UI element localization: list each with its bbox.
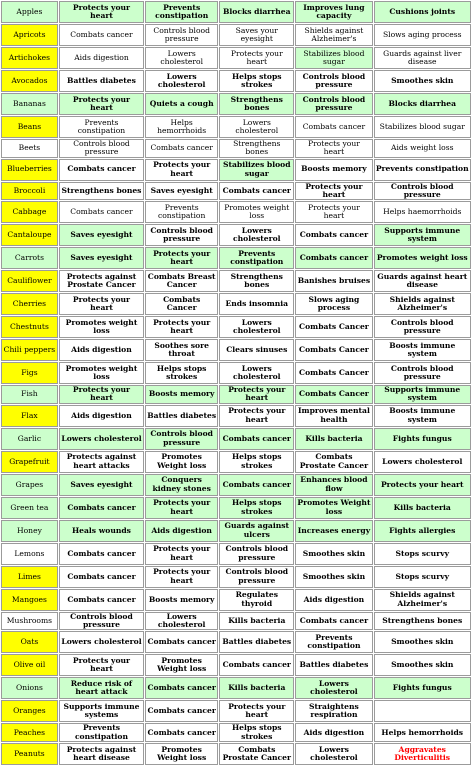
food-name-cell: Grapefruit — [1, 451, 58, 473]
benefit-3-cell: Kills bacteria — [219, 612, 294, 631]
benefit-2-cell: Promotes Weight loss — [145, 743, 218, 765]
table-row — [1, 589, 471, 611]
benefit-4-cell: Controls blood pressure — [295, 93, 372, 115]
table-row — [1, 497, 471, 519]
benefit-3-cell: Protects your heart — [219, 385, 294, 404]
table-row — [1, 339, 471, 361]
table-row — [1, 654, 471, 676]
food-name-cell: Mushrooms — [1, 612, 58, 631]
benefit-3-cell: Controls blood pressure — [219, 543, 294, 565]
table-row — [1, 139, 471, 158]
benefit-2-cell: Combats cancer — [145, 700, 218, 722]
table-row — [1, 1, 471, 23]
benefit-1-cell: Heals wounds — [59, 520, 144, 542]
benefit-5-cell: Helps haemorrhoids — [374, 201, 472, 223]
benefit-5-cell: Boosts immune system — [374, 339, 472, 361]
table-row — [1, 700, 471, 722]
benefit-1-cell: Aids digestion — [59, 405, 144, 427]
benefit-3-cell: Lowers cholesterol — [219, 116, 294, 138]
food-name-cell: Lemons — [1, 543, 58, 565]
benefit-2-cell: Conquers kidney stones — [145, 474, 218, 496]
benefit-1-cell: Protects your heart — [59, 1, 144, 23]
benefit-5-cell: Guards against heart disease — [374, 270, 472, 292]
food-name-cell: Chili peppers — [1, 339, 58, 361]
benefit-4-cell: Protects your heart — [295, 201, 372, 223]
benefit-2-cell: Protects your heart — [145, 566, 218, 588]
table-row — [1, 201, 471, 223]
benefit-2-cell: Promotes Weight loss — [145, 451, 218, 473]
benefit-4-cell: Combats Cancer — [295, 385, 372, 404]
benefit-1-cell: Combats cancer — [59, 566, 144, 588]
benefit-4-cell: Shields against Alzheimer's — [295, 24, 372, 46]
benefit-1-cell: Combats cancer — [59, 24, 144, 46]
benefit-3-cell: Combats cancer — [219, 654, 294, 676]
table-row — [1, 159, 471, 181]
benefit-5-cell: Stops scurvy — [374, 566, 472, 588]
benefit-5-cell: Boosts immune system — [374, 405, 472, 427]
table-row — [1, 451, 471, 473]
benefit-5-cell: Blocks diarrhea — [374, 93, 472, 115]
benefit-2-cell: Controls blood pressure — [145, 428, 218, 450]
benefit-5-cell: Aids weight loss — [374, 139, 472, 158]
table-row — [1, 362, 471, 384]
table-row — [1, 543, 471, 565]
benefit-1-cell: Combats cancer — [59, 497, 144, 519]
table-row — [1, 677, 471, 699]
table-row — [1, 182, 471, 201]
benefit-3-cell: Guards against ulcers — [219, 520, 294, 542]
benefit-5-cell: Fights fungus — [374, 677, 472, 699]
benefit-4-cell: Lowers cholesterol — [295, 743, 372, 765]
benefit-3-cell: Lowers cholesterol — [219, 224, 294, 246]
benefit-2-cell: Aids digestion — [145, 520, 218, 542]
benefit-3-cell: Helps stops strokes — [219, 451, 294, 473]
table-row — [1, 474, 471, 496]
benefit-4-cell: Banishes bruises — [295, 270, 372, 292]
benefit-4-cell: Smoothes skin — [295, 566, 372, 588]
benefit-3-cell: Kills bacteria — [219, 677, 294, 699]
table-row — [1, 270, 471, 292]
benefit-4-cell: Combats cancer — [295, 612, 372, 631]
benefit-2-cell: Lowers cholesterol — [145, 612, 218, 631]
benefit-4-cell: Prevents constipation — [295, 631, 372, 653]
table-row — [1, 743, 471, 765]
benefit-4-cell: Combats cancer — [295, 247, 372, 269]
benefit-2-cell: Promotes Weight loss — [145, 654, 218, 676]
table-row — [1, 316, 471, 338]
benefit-2-cell: Protects your heart — [145, 247, 218, 269]
benefit-4-cell: Protects your heart — [295, 139, 372, 158]
food-name-cell: Chestnuts — [1, 316, 58, 338]
table-row — [1, 70, 471, 92]
benefit-3-cell: Combats cancer — [219, 474, 294, 496]
table-row — [1, 612, 471, 631]
benefit-1-cell: Controls blood pressure — [59, 139, 144, 158]
table-row — [1, 385, 471, 404]
benefit-1-cell: Saves eyesight — [59, 247, 144, 269]
benefit-2-cell: Helps hemorrhoids — [145, 116, 218, 138]
table-row — [1, 293, 471, 315]
benefit-5-cell: Stabilizes blood sugar — [374, 116, 472, 138]
benefit-3-cell: Protects your heart — [219, 405, 294, 427]
benefit-2-cell: Protects your heart — [145, 316, 218, 338]
table-row — [1, 566, 471, 588]
benefit-1-cell: Promotes weight loss — [59, 316, 144, 338]
food-name-cell: Fish — [1, 385, 58, 404]
food-name-cell: Mangoes — [1, 589, 58, 611]
benefit-2-cell: Prevents constipation — [145, 1, 218, 23]
benefit-1-cell: Aids digestion — [59, 47, 144, 69]
food-name-cell: Avocados — [1, 70, 58, 92]
benefit-1-cell: Protects against heart attacks — [59, 451, 144, 473]
food-name-cell: Peanuts — [1, 743, 58, 765]
benefit-1-cell: Combats cancer — [59, 589, 144, 611]
benefit-3-cell: Protects your heart — [219, 700, 294, 722]
benefit-5-cell: Smoothes skin — [374, 70, 472, 92]
benefit-1-cell: Battles diabetes — [59, 70, 144, 92]
benefit-4-cell: Combats Prostate Cancer — [295, 451, 372, 473]
benefit-2-cell: Quiets a cough — [145, 93, 218, 115]
benefit-1-cell: Protects your heart — [59, 93, 144, 115]
benefit-5-cell: Supports immune system — [374, 385, 472, 404]
food-name-cell: Apples — [1, 1, 58, 23]
benefit-3-cell: Helps stops strokes — [219, 723, 294, 742]
benefit-3-cell: Combats cancer — [219, 182, 294, 201]
benefit-1-cell: Prevents constipation — [59, 723, 144, 742]
benefit-4-cell: Protects your heart — [295, 182, 372, 201]
table-row — [1, 405, 471, 427]
food-name-cell: Cantaloupe — [1, 224, 58, 246]
benefit-3-cell: Lowers cholesterol — [219, 316, 294, 338]
food-name-cell: Limes — [1, 566, 58, 588]
benefit-5-cell: Fights fungus — [374, 428, 472, 450]
benefit-5-cell: Smoothes skin — [374, 654, 472, 676]
benefit-5-cell: Promotes weight loss — [374, 247, 472, 269]
benefit-5-cell: Kills bacteria — [374, 497, 472, 519]
benefit-2-cell: Helps stops strokes — [145, 362, 218, 384]
benefit-5-cell: Shields against Alzheimer's — [374, 293, 472, 315]
table-row — [1, 247, 471, 269]
benefit-2-cell: Boosts memory — [145, 589, 218, 611]
benefit-4-cell: Controls blood pressure — [295, 70, 372, 92]
benefit-5-cell: Controls blood pressure — [374, 182, 472, 201]
benefit-1-cell: Protects your heart — [59, 385, 144, 404]
benefit-5-cell: Aggravates Diverticulitis — [374, 743, 472, 765]
benefit-2-cell: Saves eyesight — [145, 182, 218, 201]
benefit-2-cell: Controls blood pressure — [145, 24, 218, 46]
food-name-cell: Onions — [1, 677, 58, 699]
benefit-4-cell: Slows aging process — [295, 293, 372, 315]
benefit-2-cell: Protects your heart — [145, 497, 218, 519]
benefit-4-cell: Stabilizes blood sugar — [295, 47, 372, 69]
benefit-1-cell: Lowers cholesterol — [59, 631, 144, 653]
benefit-3-cell: Combats Prostate Cancer — [219, 743, 294, 765]
benefit-3-cell: Ends insomnia — [219, 293, 294, 315]
food-name-cell: Grapes — [1, 474, 58, 496]
benefit-2-cell: Lowers cholesterol — [145, 47, 218, 69]
food-name-cell: Bananas — [1, 93, 58, 115]
benefit-1-cell: Protects against heart disease — [59, 743, 144, 765]
benefit-5-cell: Supports immune system — [374, 224, 472, 246]
food-name-cell: Green tea — [1, 497, 58, 519]
benefit-1-cell: Promotes weight loss — [59, 362, 144, 384]
benefit-4-cell: Combats Cancer — [295, 316, 372, 338]
benefit-2-cell: Combats cancer — [145, 723, 218, 742]
benefit-3-cell: Stabilizes blood sugar — [219, 159, 294, 181]
benefit-1-cell: Prevents constipation — [59, 116, 144, 138]
benefit-5-cell: Smoothes skin — [374, 631, 472, 653]
benefit-4-cell: Straightens respiration — [295, 700, 372, 722]
benefit-5-cell: Controls blood pressure — [374, 316, 472, 338]
food-name-cell: Cauliflower — [1, 270, 58, 292]
benefit-5-cell: Prevents constipation — [374, 159, 472, 181]
benefit-1-cell: Strengthens bones — [59, 182, 144, 201]
benefit-3-cell: Battles diabetes — [219, 631, 294, 653]
benefit-2-cell: Combats Cancer — [145, 293, 218, 315]
benefit-3-cell: Helps stops strokes — [219, 497, 294, 519]
benefit-4-cell: Combats Cancer — [295, 339, 372, 361]
benefit-1-cell: Saves eyesight — [59, 474, 144, 496]
table-row — [1, 47, 471, 69]
table-body — [1, 1, 471, 765]
benefit-2-cell: Combats cancer — [145, 139, 218, 158]
benefit-5-cell: Controls blood pressure — [374, 362, 472, 384]
benefit-3-cell: Regulates thyroid — [219, 589, 294, 611]
benefit-2-cell: Prevents constipation — [145, 201, 218, 223]
benefit-1-cell: Reduce risk of heart attack — [59, 677, 144, 699]
benefit-3-cell: Helps stops strokes — [219, 70, 294, 92]
benefit-5-cell: Stops scurvy — [374, 543, 472, 565]
food-name-cell: Cherries — [1, 293, 58, 315]
food-name-cell: Artichokes — [1, 47, 58, 69]
benefit-3-cell: Combats cancer — [219, 428, 294, 450]
food-name-cell: Blueberries — [1, 159, 58, 181]
benefit-2-cell: Combats Breast Cancer — [145, 270, 218, 292]
benefit-3-cell: Blocks diarrhea — [219, 1, 294, 23]
benefit-4-cell: Boosts memory — [295, 159, 372, 181]
benefit-1-cell: Protects your heart — [59, 654, 144, 676]
benefit-1-cell: Controls blood pressure — [59, 612, 144, 631]
benefit-2-cell: Protects your heart — [145, 543, 218, 565]
benefit-4-cell: Combats Cancer — [295, 362, 372, 384]
benefit-5-cell: Fights allergies — [374, 520, 472, 542]
benefit-3-cell: Protects your heart — [219, 47, 294, 69]
benefit-5-cell: Shields against Alzheimer's — [374, 589, 472, 611]
benefit-4-cell: Lowers cholesterol — [295, 677, 372, 699]
benefit-1-cell: Combats cancer — [59, 201, 144, 223]
benefit-1-cell: Protects your heart — [59, 293, 144, 315]
food-name-cell: Peaches — [1, 723, 58, 742]
benefit-4-cell: Kills bacteria — [295, 428, 372, 450]
benefit-3-cell: Controls blood pressure — [219, 566, 294, 588]
benefit-4-cell: Combats cancer — [295, 224, 372, 246]
food-name-cell: Figs — [1, 362, 58, 384]
table-row — [1, 631, 471, 653]
benefit-1-cell: Protects against Prostate Cancer — [59, 270, 144, 292]
food-name-cell: Broccoli — [1, 182, 58, 201]
food-name-cell: Apricots — [1, 24, 58, 46]
benefit-2-cell: Controls blood pressure — [145, 224, 218, 246]
benefit-4-cell: Aids digestion — [295, 723, 372, 742]
benefit-3-cell: Prevents constipation — [219, 247, 294, 269]
table-row — [1, 24, 471, 46]
benefit-2-cell: Protects your heart — [145, 159, 218, 181]
benefit-2-cell: Battles diabetes — [145, 405, 218, 427]
benefit-2-cell: Soothes sore throat — [145, 339, 218, 361]
food-name-cell: Beets — [1, 139, 58, 158]
benefit-4-cell: Promotes Weight loss — [295, 497, 372, 519]
food-name-cell: Oats — [1, 631, 58, 653]
food-name-cell: Beans — [1, 116, 58, 138]
food-name-cell: Oranges — [1, 700, 58, 722]
benefit-4-cell: Improves mental health — [295, 405, 372, 427]
table-row — [1, 116, 471, 138]
benefit-4-cell: Battles diabetes — [295, 654, 372, 676]
benefit-5-cell: Cushions joints — [374, 1, 472, 23]
benefit-1-cell: Saves eyesight — [59, 224, 144, 246]
benefit-4-cell: Aids digestion — [295, 589, 372, 611]
benefit-1-cell: Combats cancer — [59, 543, 144, 565]
benefit-2-cell: Combats cancer — [145, 631, 218, 653]
benefit-3-cell: Saves your eyesight — [219, 24, 294, 46]
food-name-cell: Olive oil — [1, 654, 58, 676]
benefit-3-cell: Promotes weight loss — [219, 201, 294, 223]
food-name-cell: Flax — [1, 405, 58, 427]
benefit-5-cell: Slows aging process — [374, 24, 472, 46]
benefit-1-cell: Aids digestion — [59, 339, 144, 361]
benefit-3-cell: Clears sinuses — [219, 339, 294, 361]
food-name-cell: Carrots — [1, 247, 58, 269]
benefit-5-cell: Strengthens bones — [374, 612, 472, 631]
benefit-5-cell: Lowers cholesterol — [374, 451, 472, 473]
benefit-3-cell: Strengthens bones — [219, 93, 294, 115]
benefit-4-cell: Increases energy — [295, 520, 372, 542]
benefit-4-cell: Smoothes skin — [295, 543, 372, 565]
benefit-4-cell: Improves lung capacity — [295, 1, 372, 23]
benefit-1-cell: Combats cancer — [59, 159, 144, 181]
benefit-4-cell: Combats cancer — [295, 116, 372, 138]
benefit-5-cell: Guards against liver disease — [374, 47, 472, 69]
benefit-5-cell — [374, 700, 472, 722]
table-row — [1, 93, 471, 115]
benefit-2-cell: Combats cancer — [145, 677, 218, 699]
benefit-5-cell: Protects your heart — [374, 474, 472, 496]
food-name-cell: Cabbage — [1, 201, 58, 223]
benefit-4-cell: Enhances blood flow — [295, 474, 372, 496]
food-name-cell: Garlic — [1, 428, 58, 450]
benefit-3-cell: Lowers cholesterol — [219, 362, 294, 384]
benefit-3-cell: Strengthens bones — [219, 139, 294, 158]
table-row — [1, 520, 471, 542]
table-row — [1, 224, 471, 246]
benefit-3-cell: Strengthens bones — [219, 270, 294, 292]
benefit-1-cell: Supports immune systems — [59, 700, 144, 722]
benefit-2-cell: Lowers cholesterol — [145, 70, 218, 92]
benefit-1-cell: Lowers cholesterol — [59, 428, 144, 450]
food-name-cell: Honey — [1, 520, 58, 542]
benefit-2-cell: Boosts memory — [145, 385, 218, 404]
benefit-5-cell: Helps hemorrhoids — [374, 723, 472, 742]
table-row — [1, 723, 471, 742]
table-row — [1, 428, 471, 450]
